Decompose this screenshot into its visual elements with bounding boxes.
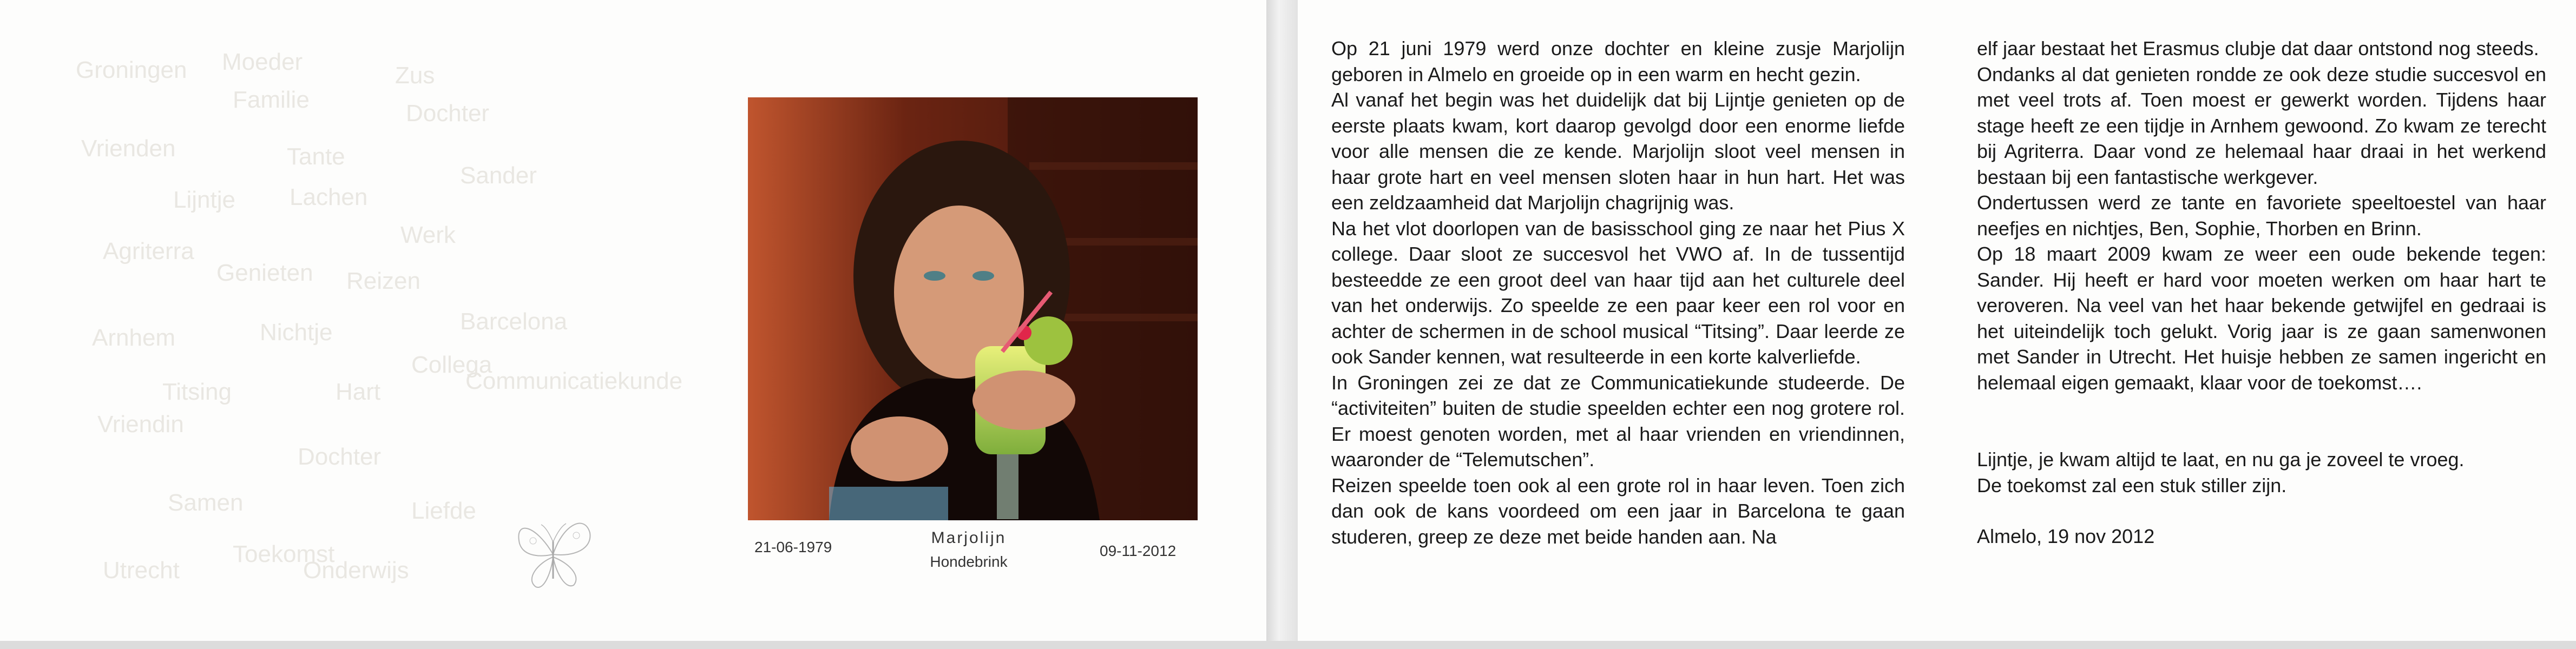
right-card-panel [1298,0,2576,641]
portrait-photo-icon [748,97,1198,520]
ghost-word: Sander [460,162,537,189]
ghost-word: Nichtje [260,319,333,346]
butterfly-icon [503,503,601,600]
ghost-word: Collega [411,352,492,378]
ghost-word: Dochter [406,100,490,127]
ghost-word: Arnhem [92,325,176,351]
birth-date: 21-06-1979 [754,539,832,555]
ghost-word: Werk [400,222,456,248]
place-date: Almelo, 19 nov 2012 [1977,525,2155,547]
portrait-photo [748,97,1198,520]
ghost-word: Communicatiekunde [465,368,683,394]
bio-paragraph: Ondertussen werd ze tante en favoriete speeltoestel van haar neefjes en nichtjes, Ben, Sophie, Thorben en Brinn. [1977,191,2546,240]
last-name: Hondebrink [930,553,1008,570]
ghost-word: Zus [395,62,435,89]
bio-paragraph: Ondanks al dat genieten rondde ze ook deze studie succesvol en met veel trots af. Toen moest er gewerkt worden. Tijdens haar stage heeft ze een tijdje in Arnhem gewoond. Zo kwam ze terecht bij Agriterra. Daar vond ze helemaal haar draai in het werkend bestaan bij een fantastische werkgever. [1977,63,2546,188]
bio-paragraph: Reizen speelde toen ook al een grote rol in haar leven. Toen zich dan ook de kans voordeed om een jaar in Barcelona te gaan studeren, greep ze deze met beide handen aan. Na [1331,474,1905,548]
ghost-word: Familie [233,87,310,113]
closing-line: Lijntje, je kwam altijd te laat, en nu ga je zoveel te vroeg. [1977,448,2465,471]
ghost-word: Hart [336,379,381,405]
biography-column-left [1331,36,1905,549]
ghost-word: Toekomst [233,541,335,567]
biography-column-right [1977,36,2546,549]
closing-line: De toekomst zal een stuk stiller zijn. [1977,474,2287,496]
ghost-word: Tante [287,143,345,170]
bio-paragraph: elf jaar bestaat het Erasmus clubje dat daar ontstond nog steeds. [1977,37,2539,59]
ghost-word: Dochter [298,443,382,470]
ghost-word: Moeder [222,49,303,75]
scan-edge [0,641,2576,649]
ghost-word: Lachen [290,184,368,210]
ghost-word: Samen [168,489,244,516]
bio-paragraph: Op 18 maart 2009 kwam ze weer een oude bekende tegen: Sander. Hij heeft er hard voor moeten werken om haar hart te veroveren. Na veel van het haar bekende getwijfel en gedraai is het uiteindelijk toch gelukt. Vorig jaar is ze gaan samenwonen met Sander in Utrecht. Het huisje hebben ze samen ingericht en helemaal eigen gemaakt, klaar voor de toekomst…. [1977,243,2546,394]
ghost-word: Vriendin [97,411,184,438]
bio-paragraph: Na het vlot doorlopen van de basisschool ging ze naar het Pius X college. Daar sloot ze succesvol het VWO af. In de tussentijd besteedde ze een groot deel van haar tijd aan het culturele deel van het onderwijs. Zo speelde ze een paar keer een rol voor en achter de schermen in de school musical “Titsing”. Daar leerde ze ook Sander kennen, wat resulteerde in een korte kalverliefde. [1331,217,1905,368]
first-name: Marjolijn [931,529,1007,547]
ghost-word: Lijntje [173,187,235,213]
death-date: 09-11-2012 [1100,542,1177,559]
bio-paragraph: In Groningen zei ze dat ze Communicatiekunde studeerde. De “activiteiten” buiten de studie speelden echter een nog grotere rol. Er moest genoten worden, met al haar vrienden en vriendinnen, waaronder de “Telemutschen”. [1331,371,1905,471]
ghost-word: Vrienden [81,135,176,162]
ghost-word: Barcelona [460,308,568,335]
ghost-word: Groningen [76,57,187,83]
bio-paragraph: Op 21 juni 1979 werd onze dochter en kleine zusje Marjolijn geboren in Almelo en groeide op in een warm en hecht gezin. [1331,37,1905,85]
ghost-word: Onderwijs [303,557,409,584]
ghost-word: Reizen [346,268,420,294]
ghost-word: Agriterra [103,238,194,264]
bio-paragraph: Al vanaf het begin was het duidelijk dat bij Lijntje genieten op de eerste plaats kwam, kort daarop gevolgd door een enorme liefde voor alle mensen die ze kende. Marjolijn sloot veel mensen in haar grote hart en veel mensen sloten haar in hun hart. Het was een zeldzaamheid dat Marjolijn chagrijnig was. [1331,89,1905,214]
ghost-word: Liefde [411,498,476,524]
left-card-panel [0,0,1267,641]
card-fold [1266,0,1298,649]
ghost-word: Genieten [216,260,313,286]
ghost-word: Utrecht [103,557,180,584]
ghost-word: Titsing [162,379,232,405]
